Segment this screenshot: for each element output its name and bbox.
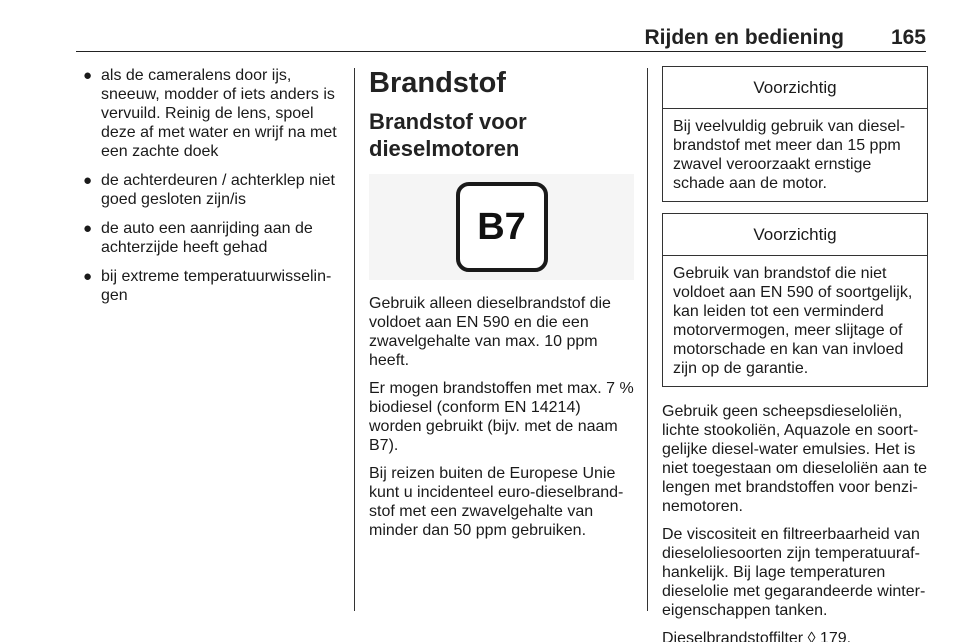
bullet-icon: ● <box>83 172 93 189</box>
caution-title: Voorzichtig <box>663 67 927 109</box>
section-heading: Brandstof <box>369 67 506 99</box>
list-item <box>76 171 342 209</box>
list-item <box>76 267 342 305</box>
b7-fuel-icon <box>456 182 548 272</box>
paragraph: Er mogen brandstoffen met max. 7 % biodiesel (conform EN 14214) worden gebruikt (bijv. met de naam B7). <box>369 380 634 454</box>
caution-box <box>662 66 928 202</box>
column-divider-right <box>647 68 648 611</box>
crossref-text: Dieselbrandstoffilter <box>662 630 804 642</box>
paragraph: Gebruik alleen dieselbrandstof die voldoet aan EN 590 en die een zwavelgehalte van max. 10 ppm heeft. <box>369 295 611 369</box>
caution-text: Bij veelvuldig gebruik van diesel‐brandstof met meer dan 15 ppm zwavel veroorzaakt ernstige schade aan de motor. <box>673 118 906 192</box>
paragraph: De viscositeit en filtreerbaarheid van dieseloliesoorten zijn temperatuuraf‐hankelijk. Bij lage temperaturen dieselolie met gegarandeerde winter‐eigenschappen tanken. <box>662 526 926 619</box>
page-number: 165 <box>890 26 926 49</box>
bullet-text: de achterdeuren / achterklep niet goed gesloten zijn/is <box>101 172 335 208</box>
bullet-list <box>76 66 342 305</box>
paragraph: Bij reizen buiten de Europese Unie kunt u incidenteel euro-dieselbrand‐stof met een zwavelgehalte van minder dan 50 ppm gebruiken. <box>369 465 624 539</box>
bullet-text: als de cameralens door ijs, sneeuw, modder of iets anders is vervuild. Reinig de lens, spoel deze af met water en wrijf na met een zachte doek <box>101 67 337 160</box>
list-item <box>76 66 342 161</box>
paragraph: Gebruik geen scheepsdieseloliën, lichte stookoliën, Aquazole en soort‐gelijke diesel-water emulsies. Het is niet toegestaan om dieseloliën aan te lengen met brandstoffen voor benzi‐nemotoren. <box>662 403 928 515</box>
bullet-text: bij extreme temperatuurwisselin‐gen <box>101 268 332 304</box>
subsection-heading: Brandstof voor dieselmotoren <box>369 109 527 161</box>
section-title: Rijden en bediening <box>644 26 844 49</box>
bullet-icon: ● <box>83 220 93 237</box>
list-item <box>76 219 342 257</box>
left-column <box>76 66 342 315</box>
column-divider-left <box>354 68 355 611</box>
bullet-icon: ● <box>83 268 93 285</box>
bullet-icon: ● <box>83 67 93 84</box>
fuel-label-panel <box>369 174 634 280</box>
crossref-page[interactable]: 179. <box>819 630 852 642</box>
caution-title: Voorzichtig <box>663 214 927 256</box>
page-header <box>76 14 926 52</box>
caution-box <box>662 213 928 387</box>
bullet-text: de auto een aanrijding aan de achterzijde heeft gehad <box>101 220 313 256</box>
b7-icon-label: B7 <box>477 205 526 248</box>
cross-reference <box>662 629 928 642</box>
middle-column <box>369 66 634 540</box>
right-column <box>662 66 928 642</box>
caution-text: Gebruik van brandstof die niet voldoet aan EN 590 of soortgelijk, kan leiden tot een verminderd motorvermogen, meer slijtage of motorschade en kan van invloed zijn op de garantie. <box>673 265 913 377</box>
crossref-arrow-icon: ◊ <box>807 630 816 642</box>
